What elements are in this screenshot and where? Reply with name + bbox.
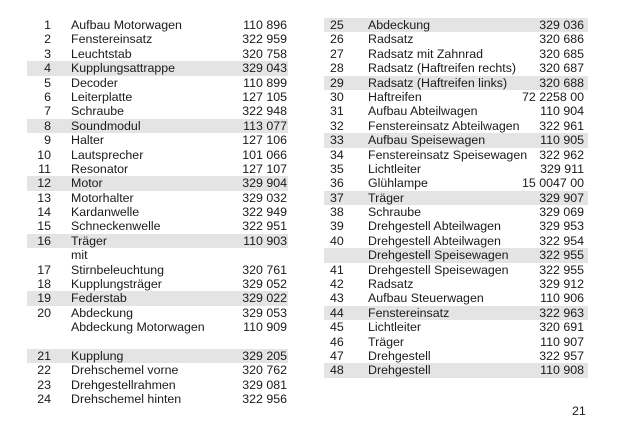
part-code: 320 686 — [539, 32, 584, 47]
part-name: Aufbau Steuerwagen — [368, 291, 484, 306]
part-num: 41 — [330, 262, 344, 277]
part-code: 127 107 — [242, 161, 287, 176]
part-code: 113 077 — [243, 118, 287, 133]
part-num: 11 — [38, 161, 51, 176]
part-name: Radsatz (Haftreifen links) — [368, 75, 508, 90]
part-name: Drehgestell Abteilwagen — [368, 219, 501, 234]
part-name: Drehschemel hinten — [71, 392, 182, 407]
part-code: 322 948 — [242, 104, 287, 119]
part-row — [324, 320, 588, 334]
part-num: 42 — [330, 277, 344, 292]
part-code: 320 758 — [242, 46, 287, 61]
part-code: 320 687 — [539, 61, 584, 76]
part-code: 329 052 — [242, 277, 287, 292]
part-name: Soundmodul — [71, 118, 141, 133]
part-name: Kupplungsträger — [71, 277, 162, 292]
parts-list-left — [27, 18, 288, 407]
part-code: 322 955 — [539, 262, 584, 277]
part-code: 329 953 — [539, 219, 584, 234]
part-code: 127 106 — [242, 133, 287, 148]
part-name: Kardanwelle — [71, 205, 140, 220]
part-code: 127 105 — [242, 89, 287, 104]
part-name: Schraube — [71, 104, 125, 119]
part-name: Aufbau Abteilwagen — [368, 104, 478, 119]
part-row — [27, 392, 288, 406]
part-row — [324, 248, 588, 262]
part-row — [27, 277, 288, 291]
part-num: 43 — [330, 291, 344, 306]
part-num: 33 — [330, 133, 344, 148]
part-row — [324, 263, 588, 277]
part-code: 110 909 — [243, 320, 287, 335]
part-num: 45 — [330, 320, 344, 335]
part-code: 329 053 — [242, 305, 287, 320]
part-name: Federstab — [71, 291, 127, 306]
part-name: Halter — [71, 133, 105, 148]
part-row — [324, 119, 588, 133]
part-code: 329 022 — [242, 291, 287, 306]
part-code: 322 962 — [539, 147, 584, 162]
part-row — [27, 219, 288, 233]
part-num: 46 — [330, 334, 344, 349]
part-name: Stirnbeleuchtung — [71, 262, 164, 277]
part-name: Träger — [368, 334, 405, 349]
part-row — [324, 90, 588, 104]
part-num: 44 — [330, 305, 344, 320]
part-num: 13 — [37, 190, 51, 205]
part-row — [27, 363, 288, 377]
part-code: 329 911 — [540, 161, 584, 176]
part-num: 40 — [330, 233, 344, 248]
part-row — [27, 263, 288, 277]
part-code: 322 957 — [539, 348, 584, 363]
part-name: Abdeckung — [71, 305, 134, 320]
part-name: Fenstereinsatz Abteilwagen — [368, 118, 520, 133]
part-num: 16 — [37, 233, 51, 248]
part-num: 10 — [37, 147, 51, 162]
part-row — [324, 191, 588, 205]
part-row — [324, 219, 588, 233]
part-code: 320 688 — [539, 75, 584, 90]
part-row — [27, 176, 288, 190]
part-num: 25 — [330, 18, 344, 32]
part-code: 329 069 — [539, 205, 584, 220]
part-code: 329 081 — [242, 377, 287, 392]
part-name: Träger — [71, 233, 108, 248]
part-row — [27, 162, 288, 176]
part-row — [324, 61, 588, 75]
part-code: 329 912 — [539, 277, 584, 292]
part-num: 7 — [44, 104, 51, 119]
part-num: 30 — [330, 89, 344, 104]
part-code: 320 691 — [539, 320, 584, 335]
part-num: 20 — [37, 305, 51, 320]
part-row — [27, 148, 288, 162]
part-name: Haftreifen — [368, 89, 422, 104]
part-code: 110 907 — [540, 334, 584, 349]
part-name: Drehgestell — [368, 348, 431, 363]
part-num: 5 — [44, 75, 51, 90]
part-code: 322 961 — [539, 118, 584, 133]
part-num: 38 — [330, 205, 344, 220]
part-num: 36 — [330, 176, 344, 191]
part-name: Fenstereinsatz — [368, 305, 450, 320]
part-name: Resonator — [71, 161, 129, 176]
part-name: Radsatz — [368, 277, 414, 292]
part-code: 322 955 — [539, 248, 584, 263]
part-name: mit — [71, 248, 88, 263]
part-num: 18 — [37, 277, 51, 292]
part-row — [324, 291, 588, 305]
part-name: Leiterplatte — [71, 89, 133, 104]
part-num: 48 — [330, 363, 344, 378]
part-row — [324, 349, 588, 363]
part-name: Lichtleiter — [368, 320, 422, 335]
part-num: 8 — [44, 118, 51, 133]
part-code: 110 899 — [243, 75, 287, 90]
part-code: 101 066 — [242, 147, 287, 162]
part-row — [27, 104, 288, 118]
part-code: 15 0047 00 — [521, 176, 584, 191]
part-num: 19 — [37, 291, 51, 306]
part-row — [27, 18, 288, 32]
part-name: Leuchtstab — [71, 46, 132, 61]
part-code: 322 956 — [242, 392, 287, 407]
part-num: 37 — [330, 190, 344, 205]
part-code: 320 685 — [539, 46, 584, 61]
part-num: 9 — [44, 133, 51, 148]
part-row — [324, 104, 588, 118]
part-num: 29 — [330, 75, 344, 90]
part-code: 322 959 — [242, 32, 287, 47]
part-name: Kupplungsattrappe — [71, 61, 176, 76]
part-code: 329 032 — [242, 190, 287, 205]
part-code: 322 949 — [242, 205, 287, 220]
part-row — [27, 32, 288, 46]
part-name: Schneckenwelle — [71, 219, 161, 234]
part-row — [324, 363, 588, 377]
part-name: Decoder — [71, 75, 118, 90]
part-code: 320 761 — [242, 262, 287, 277]
part-num: 15 — [37, 219, 51, 234]
part-row — [324, 76, 588, 90]
part-row — [324, 205, 588, 219]
part-name: Aufbau Motorwagen — [71, 18, 182, 32]
part-name: Glühlampe — [368, 176, 428, 191]
spacer-row — [27, 335, 288, 349]
part-code: 329 205 — [242, 348, 287, 363]
page-number: 21 — [572, 404, 586, 418]
part-code: 322 963 — [539, 305, 584, 320]
part-row — [324, 18, 588, 32]
part-row — [27, 191, 288, 205]
part-name: Drehgestell Speisewagen — [368, 262, 509, 277]
part-row — [324, 148, 588, 162]
part-num: 31 — [330, 104, 344, 119]
part-row — [324, 306, 588, 320]
part-name: Abdeckung Motorwagen — [71, 320, 205, 335]
parts-list-right — [324, 18, 588, 378]
part-row — [27, 205, 288, 219]
part-name: Motor — [71, 176, 103, 191]
part-name: Abdeckung — [368, 18, 431, 32]
part-row — [27, 61, 288, 75]
part-row — [27, 291, 288, 305]
part-code: 322 954 — [539, 233, 584, 248]
part-num: 3 — [44, 46, 51, 61]
part-num: 26 — [330, 32, 344, 47]
part-row — [324, 176, 588, 190]
part-num: 35 — [330, 161, 344, 176]
part-name: Motorhalter — [71, 190, 134, 205]
part-code: 329 036 — [539, 18, 584, 32]
part-row — [27, 234, 288, 248]
part-row — [27, 90, 288, 104]
part-code: 110 896 — [243, 18, 287, 32]
part-row — [27, 306, 288, 320]
part-code: 110 905 — [540, 133, 584, 148]
part-name: Drehschemel vorne — [71, 363, 179, 378]
part-name: Kupplung — [71, 348, 124, 363]
part-name: Drehgestell Abteilwagen — [368, 233, 501, 248]
part-num: 47 — [330, 348, 344, 363]
part-name: Lautsprecher — [71, 147, 144, 162]
part-num: 1 — [44, 18, 51, 32]
part-num: 2 — [44, 32, 51, 47]
part-name: Aufbau Speisewagen — [368, 133, 486, 148]
part-num: 23 — [37, 377, 51, 392]
part-num: 34 — [330, 147, 344, 162]
part-num: 22 — [37, 363, 51, 378]
part-num: 12 — [37, 176, 51, 191]
part-code: 320 762 — [242, 363, 287, 378]
part-row — [27, 248, 288, 262]
part-name: Träger — [368, 190, 405, 205]
part-row — [324, 47, 588, 61]
part-code: 72 2258 00 — [521, 89, 584, 104]
part-row — [324, 133, 588, 147]
part-row — [324, 234, 588, 248]
part-num: 4 — [44, 61, 51, 76]
part-code: 110 906 — [540, 291, 584, 306]
part-num: 39 — [330, 219, 344, 234]
part-name: Schraube — [368, 205, 422, 220]
part-row — [324, 162, 588, 176]
part-row — [27, 378, 288, 392]
part-code: 110 904 — [540, 104, 584, 119]
part-code: 110 903 — [243, 233, 287, 248]
part-num: 32 — [330, 118, 344, 133]
part-code: 322 951 — [242, 219, 287, 234]
part-code: 329 907 — [539, 190, 584, 205]
part-name: Drehgestellrahmen — [71, 377, 176, 392]
part-row — [324, 335, 588, 349]
part-name: Radsatz mit Zahnrad — [368, 46, 484, 61]
part-name: Fenstereinsatz Speisewagen — [368, 147, 528, 162]
part-num: 14 — [37, 205, 51, 220]
part-num: 24 — [37, 392, 51, 407]
part-name: Drehgestell — [368, 363, 431, 378]
part-row — [27, 320, 288, 334]
part-row — [27, 76, 288, 90]
part-row — [324, 277, 588, 291]
part-name: Radsatz — [368, 32, 414, 47]
part-num: 21 — [37, 348, 51, 363]
part-num: 17 — [37, 262, 51, 277]
part-code: 329 904 — [242, 176, 287, 191]
part-row — [324, 32, 588, 46]
part-row — [27, 47, 288, 61]
part-code: 329 043 — [242, 61, 287, 76]
part-num: 27 — [330, 46, 344, 61]
part-name: Drehgestell Speisewagen — [368, 248, 509, 263]
part-name: Lichtleiter — [368, 161, 422, 176]
part-row — [27, 119, 288, 133]
part-name: Radsatz (Haftreifen rechts) — [368, 61, 517, 76]
part-row — [27, 133, 288, 147]
part-name: Fenstereinsatz — [71, 32, 153, 47]
part-num: 28 — [330, 61, 344, 76]
part-num: 6 — [44, 89, 51, 104]
part-code: 110 908 — [540, 363, 584, 378]
part-row — [27, 349, 288, 363]
